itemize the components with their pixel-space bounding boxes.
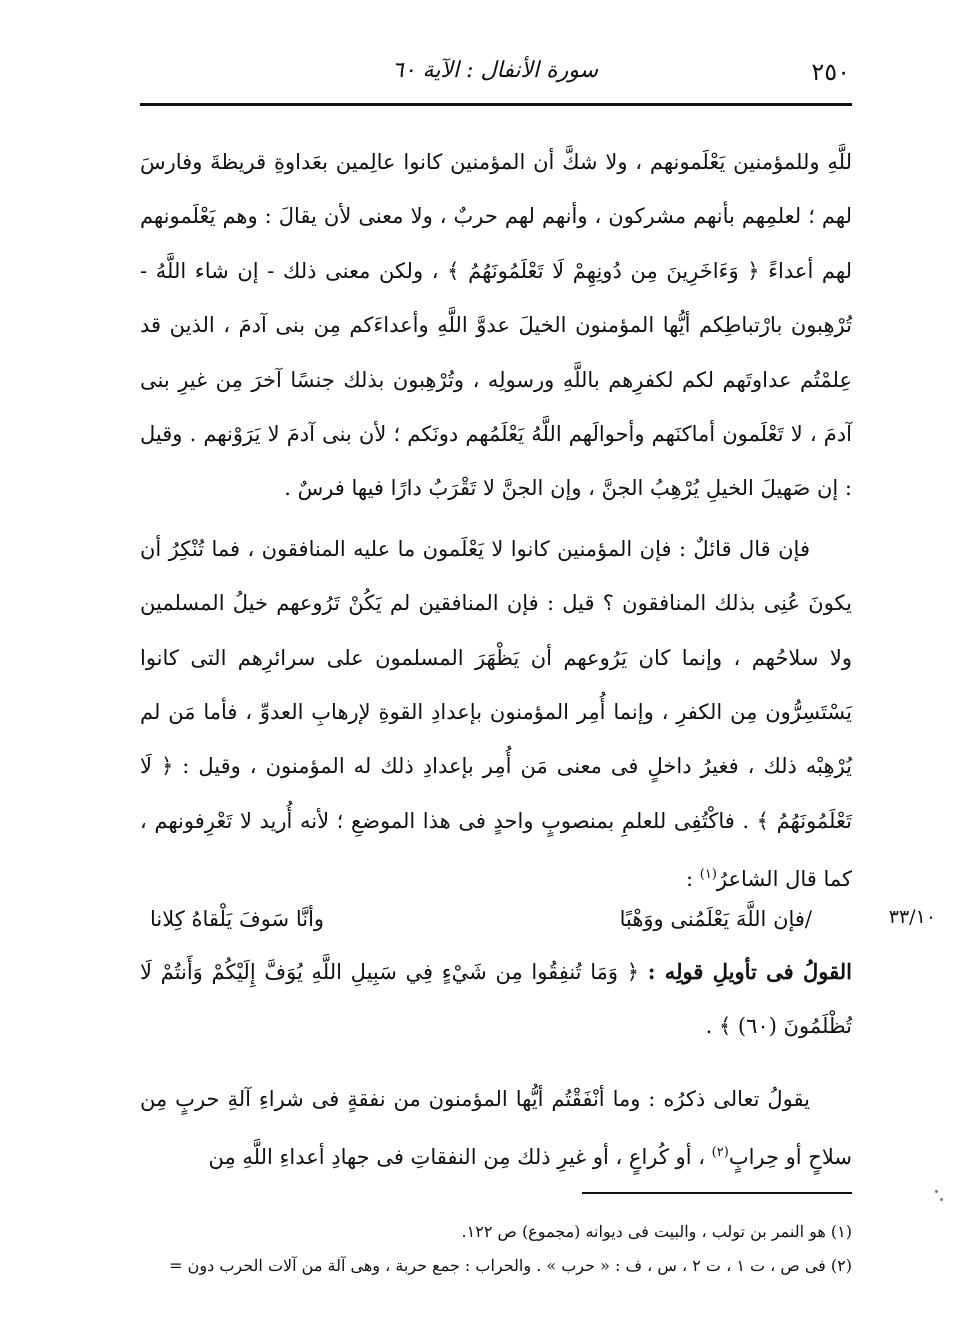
paragraph-4-text-b: ، أو كُراعٍ ، أو غيرِ ذلك مِن النفقاتِ فى جهادِ أعداءِ اللَّهِ مِن bbox=[208, 1145, 712, 1170]
verse-first-hemistich: /فإن اللَّهَ يَعْلَمُنى ووَهْبًا bbox=[619, 907, 812, 931]
margin-reference: ٣٣/١٠ bbox=[888, 906, 936, 928]
quran-verse: ﴿ وَمَا تُنفِقُوا مِن شَيْءٍ فِي سَبِيلِ اللَّهِ يُوَفَّ إِلَيْكُمْ وَأَنتُمْ لَا تُظْلَمُونَ (٦٠) ﴾ . bbox=[140, 960, 852, 1039]
paragraph-2 bbox=[140, 522, 852, 907]
ink-speck bbox=[940, 1198, 943, 1201]
ink-speck bbox=[935, 1190, 938, 1193]
paragraph-2-text: فإن قال قائلٌ : فإن المؤمنين كانوا لا يَعْلَمون ما عليه المنافقون ، فما تُنْكِرُ أن يكونَ عُنِى بذلك المنافقون ؟ قيل : فإن المنافقين لم يَكُنْ تَرُوعهم خيلُ المسلمين ولا سلاحُهم ، وإنما كان يَرُوعهم أن يَظْهَرَ المسلمون على سرائرِهم التى كانوا يَسْتَسِرُّون مِن الكفرِ ، وإنما أُمِر المؤمنون بإعدادِ القوةِ لإرهابِ العدوِّ ، فأما مَن لم يُرْهِبْه ذلك ، فغيرُ داخلٍ فى معنى مَن أُمِر بإعدادِ ذلك له المؤمنون ، وقيل : ﴿ لَا تَعْلَمُونَهُمُ ﴾ . فاكْتُفِى للعلمِ بمنصوبٍ واحدٍ فى هذا الموضعِ ؛ لأنه أُريد لا تَعْرِفونهم ، كما قال الشاعرُ bbox=[140, 536, 852, 892]
footnote-1: (١) هو النمر بن تولب ، والبيت فى ديوانه (مجموع) ص ١٢٢. bbox=[461, 1222, 852, 1241]
paragraph-1: للَّهِ وللمؤمنين يَعْلَمونهم ، ولا شكَّ أن المؤمنين كانوا عالِمين بعَداوةِ قريظةَ وفارسَ لهم ؛ لعلمِهم بأنهم مشركون ، وأنهم لهم حربٌ ، ولا معنى لأن يقالَ : وهم يَعْلَمونهم لهم أعداءً ﴿ وَءَاخَرِينَ مِن دُونِهِمْ لَا تَعْلَمُونَهُمُ ﴾ ، ولكن معنى ذلك - إن شاء اللَّهُ - تُرْهِبون بارْتباطِكم أيُّها المؤمنون الخيلَ عدوَّ اللَّهِ وأعداءَكم مِن بنى آدمَ ، الذين قد عِلمْتُم عداوتَهم لكم لكفرِهم باللَّهِ ورسولِه ، وتُرْهِبون بذلك جنسًا آخرَ مِن غيرِ بنى آدمَ ، لا تَعْلَمون أماكنَهم وأحوالَهم اللَّهُ يَعْلَمُهم دونَكم ؛ لأن بنى آدمَ لا يَرَوْنهم . وقيل : إن صَهيلَ الخيلِ يُرْهِبُ الجنَّ ، وإن الجنَّ لا تَقْرَبُ دارًا فيها فرسٌ . bbox=[140, 150, 852, 501]
main-text-continued bbox=[140, 945, 852, 1185]
footnote-ref-2[interactable]: (٢) bbox=[711, 1145, 729, 1161]
poetry-verse bbox=[140, 893, 852, 953]
page-number: ٢٥٠ bbox=[811, 58, 850, 86]
header-rule bbox=[140, 103, 852, 106]
footnote-ref-1[interactable]: (١) bbox=[699, 867, 717, 883]
main-text bbox=[140, 135, 852, 907]
footnotes bbox=[140, 1215, 852, 1283]
section-heading: القولُ فى تأويلِ قولِه : bbox=[647, 959, 853, 984]
footnote-2: (٢) فى ص ، ت ١ ، ت ٢ ، س ، ف : « حرب » . والحراب : جمع حربة ، وهى آلة من آلات الحرب دون = bbox=[169, 1256, 852, 1275]
verse-second-hemistich: وأنَّا سَوفَ يَلْقاهُ كِلانا bbox=[150, 907, 325, 931]
running-title: سورة الأنفال : الآية ٦٠ bbox=[391, 58, 599, 83]
paragraph-4-text-a: يقولُ تعالى ذكرُه : وما أنْفَقْتُم أيُّها المؤمنون من نفقةٍ فى شراءِ آلةِ حربٍ مِن سلاحٍ أو حِرابٍ bbox=[140, 1086, 852, 1170]
paragraph-4 bbox=[140, 1072, 852, 1185]
footnote-rule bbox=[582, 1192, 852, 1194]
paragraph-3 bbox=[140, 945, 852, 1054]
page-header bbox=[140, 52, 850, 92]
paragraph-2-end: : bbox=[686, 867, 700, 892]
